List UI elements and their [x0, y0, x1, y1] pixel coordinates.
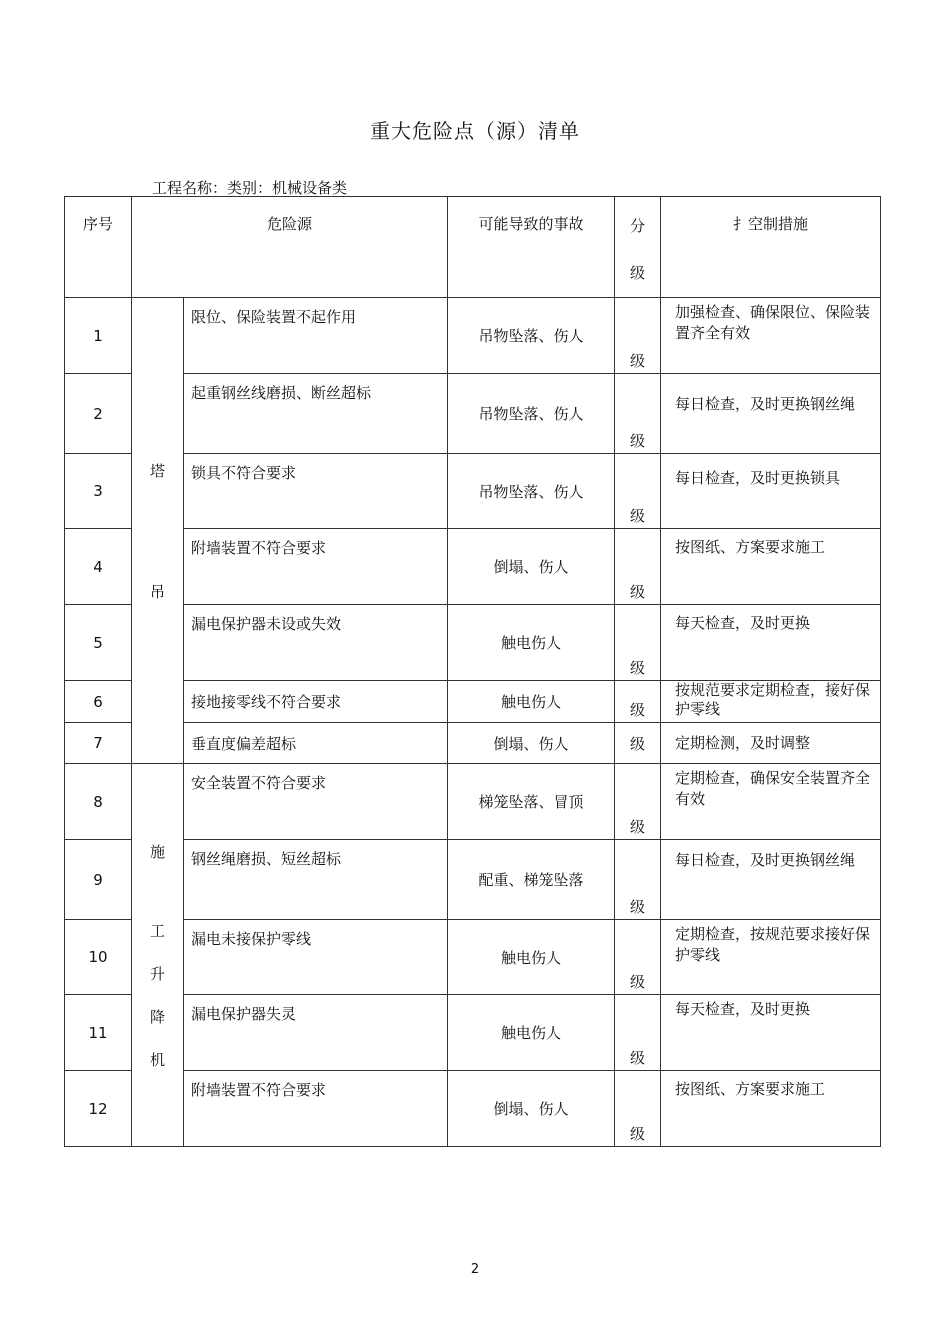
row-source: 钢丝绳磨损、短丝超标: [184, 840, 448, 920]
row-level: 级: [615, 995, 661, 1071]
table-row: [65, 529, 881, 605]
row-control: 按规范要求定期检查，接好保护零线: [661, 681, 881, 723]
row-level: 级: [615, 920, 661, 995]
row-level: 级: [615, 454, 661, 529]
row-control: 定期检测，及时调整: [661, 723, 881, 764]
table-row: [65, 995, 881, 1071]
header-control: 扌空制措施: [661, 197, 881, 298]
table-row: [65, 605, 881, 681]
row-source: 接地接零线不符合要求: [184, 681, 448, 723]
category-char: 降: [149, 1007, 165, 1026]
row-seq: 9: [65, 840, 132, 920]
category-char: 工: [149, 921, 165, 940]
row-accident: 倒塌、伤人: [448, 723, 615, 764]
row-level: 级: [615, 1071, 661, 1147]
table-row: [65, 840, 881, 920]
row-seq: 5: [65, 605, 132, 681]
category-construction-hoist: [132, 764, 184, 1147]
row-accident: 吊物坠落、伤人: [448, 374, 615, 454]
category-char: 塔: [149, 461, 165, 480]
row-control: 加强检查、确保限位、保险装置齐全有效: [661, 298, 881, 374]
row-source: 锁具不符合要求: [184, 454, 448, 529]
row-source: 限位、保险装置不起作用: [184, 298, 448, 374]
header-level-b: 级: [630, 264, 646, 282]
category-tower-crane: [132, 298, 184, 764]
header-accident: 可能导致的事故: [448, 197, 615, 298]
row-level: 级: [615, 764, 661, 840]
row-level: 级: [615, 605, 661, 681]
row-source: 安全装置不符合要求: [184, 764, 448, 840]
row-source: 垂直度偏差超标: [184, 723, 448, 764]
row-level: 级: [615, 529, 661, 605]
row-level: 级: [615, 374, 661, 454]
row-accident: 吊物坠落、伤人: [448, 298, 615, 374]
row-seq: 3: [65, 454, 132, 529]
header-level: [615, 197, 661, 298]
row-seq: 6: [65, 681, 132, 723]
row-source: 附墙装置不符合要求: [184, 1071, 448, 1147]
page-title: 重大危险点（源）清单: [370, 119, 580, 143]
category-char: 吊: [149, 582, 165, 601]
table-header-row: [65, 197, 881, 298]
table-row: [65, 920, 881, 995]
row-accident: 倒塌、伤人: [448, 1071, 615, 1147]
row-level: 级: [615, 723, 661, 764]
project-meta: 工程名称：类别：机械设备类: [152, 179, 348, 197]
row-accident: 触电伤人: [448, 995, 615, 1071]
row-seq: 4: [65, 529, 132, 605]
row-control: 每日检查，及时更换钢丝绳: [661, 840, 881, 920]
hazard-table: [64, 196, 881, 1147]
row-control: 每日检查，及时更换锁具: [661, 454, 881, 529]
row-control: 每天检查，及时更换: [661, 995, 881, 1071]
row-control: 按图纸、方案要求施工: [661, 1071, 881, 1147]
category-char: 机: [149, 1050, 165, 1069]
row-seq: 12: [65, 1071, 132, 1147]
row-level: 级: [615, 840, 661, 920]
category-char: 升: [149, 964, 165, 983]
row-source: 附墙装置不符合要求: [184, 529, 448, 605]
table-row: [65, 454, 881, 529]
row-control: 按图纸、方案要求施工: [661, 529, 881, 605]
header-seq: 序号: [65, 197, 132, 298]
row-seq: 7: [65, 723, 132, 764]
row-control: 定期检查，确保安全装置齐全有效: [661, 764, 881, 840]
header-level-a: 分: [630, 217, 646, 235]
table-row: [65, 764, 881, 840]
table-row: [65, 681, 881, 723]
row-seq: 1: [65, 298, 132, 374]
row-level: 级: [615, 298, 661, 374]
row-accident: 触电伤人: [448, 605, 615, 681]
row-source: 漏电保护器未设或失效: [184, 605, 448, 681]
row-control: 每天检查，及时更换: [661, 605, 881, 681]
table-row: [65, 298, 881, 374]
row-seq: 2: [65, 374, 132, 454]
row-seq: 10: [65, 920, 132, 995]
row-accident: 吊物坠落、伤人: [448, 454, 615, 529]
row-accident: 梯笼坠落、冒顶: [448, 764, 615, 840]
row-control: 每日检查，及时更换钢丝绳: [661, 374, 881, 454]
row-accident: 触电伤人: [448, 681, 615, 723]
row-accident: 配重、梯笼坠落: [448, 840, 615, 920]
table-row: [65, 723, 881, 764]
row-level: 级: [615, 681, 661, 723]
row-seq: 8: [65, 764, 132, 840]
table-row: [65, 374, 881, 454]
row-control: 定期检查，按规范要求接好保护零线: [661, 920, 881, 995]
row-source: 起重钢丝线磨损、断丝超标: [184, 374, 448, 454]
row-accident: 触电伤人: [448, 920, 615, 995]
table-row: [65, 1071, 881, 1147]
page-number: 2: [470, 1262, 480, 1277]
header-source: 危险源: [132, 197, 448, 298]
row-source: 漏电未接保护零线: [184, 920, 448, 995]
category-char: 施: [149, 842, 165, 861]
row-seq: 11: [65, 995, 132, 1071]
row-accident: 倒塌、伤人: [448, 529, 615, 605]
row-source: 漏电保护器失灵: [184, 995, 448, 1071]
